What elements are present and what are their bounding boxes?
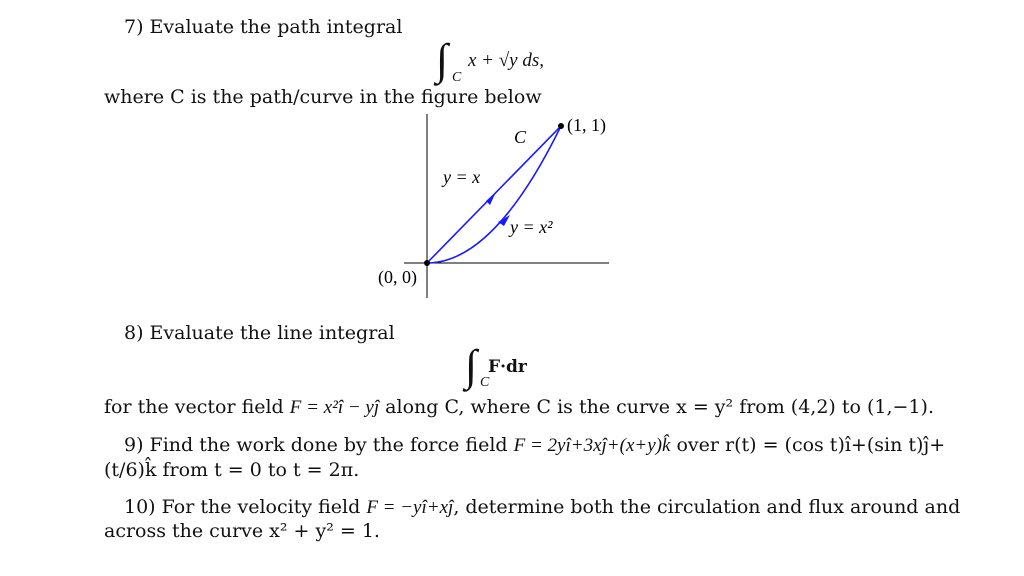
problem-7-integrand: x + √y ds,: [468, 50, 545, 71]
integral-subscript: C: [452, 70, 462, 85]
problem-8-text-b: along C, where C is the curve x = y² from (4,2) to (1,−1).: [379, 396, 934, 418]
problem-9-text-b: over r(t) = (cos t)î+(sin t)ĵ+: [670, 434, 946, 456]
line-label: y = x: [443, 167, 481, 187]
origin-point: [424, 260, 430, 266]
problem-10-text-b: , determine both the circulation and flux around and: [453, 496, 961, 518]
arrow-on-line: [486, 192, 496, 205]
problem-7-heading: 7) Evaluate the path integral: [124, 16, 403, 38]
parabola-label: y = x²: [510, 217, 553, 237]
problem-9-field: F = 2yî+3xĵ+(x+y)k̂: [513, 435, 671, 456]
integral-sign-2: ∫: [465, 341, 478, 390]
origin-label: (0, 0): [378, 267, 417, 287]
problem-10-field: F = −yî+xĵ: [366, 497, 454, 518]
problem-7-where-text: where C is the path/curve in the figure below: [104, 86, 542, 108]
problem-10-line-2: across the curve x² + y² = 1.: [104, 520, 380, 542]
integral-sign: ∫: [436, 35, 449, 84]
problem-10-line-1: [124, 496, 960, 519]
problem-8-heading: 8) Evaluate the line integral: [124, 322, 395, 344]
end-point: [558, 123, 564, 129]
problem-8-text: [104, 396, 934, 419]
integral-subscript-2: C: [480, 375, 490, 390]
end-point-label: (1, 1): [567, 115, 606, 135]
problem-9-line-2: (t/6)k̂ from t = 0 to t = 2π.: [104, 459, 360, 481]
problem-8-field: F = x²î − yĵ: [289, 397, 380, 418]
problem-9-line-1: [124, 434, 945, 457]
problem-10-text-a: 10) For the velocity field: [124, 496, 367, 518]
problem-8-text-a: for the vector field: [104, 396, 290, 418]
problem-9-text-a: 9) Find the work done by the force field: [124, 434, 514, 456]
problem-8-integrand: F·dr: [488, 357, 527, 377]
curve-label-c: C: [514, 127, 527, 147]
